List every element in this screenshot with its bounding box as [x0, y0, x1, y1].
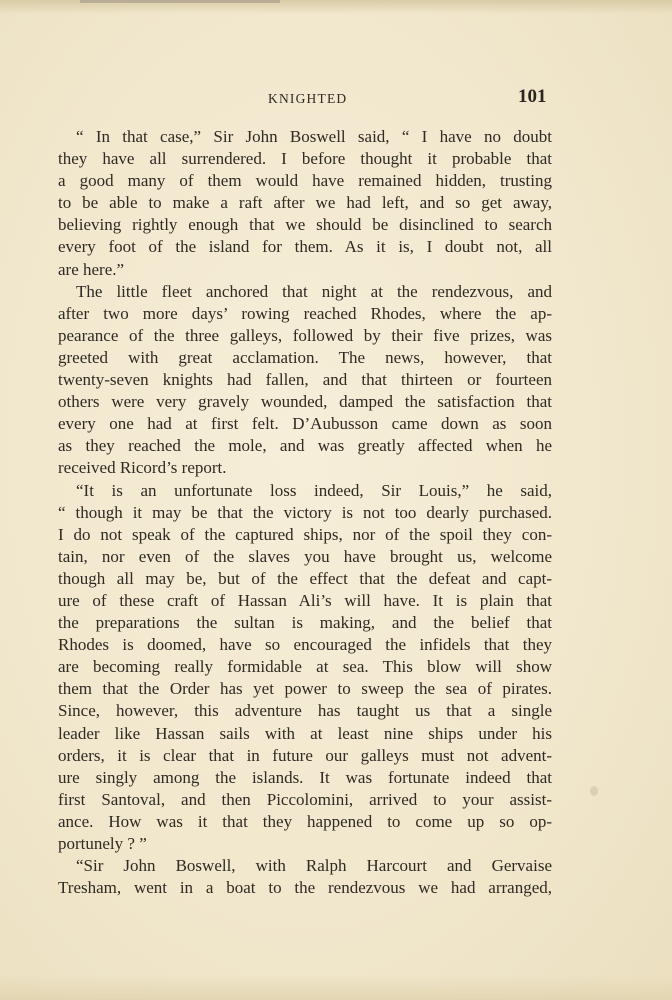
text-line: every one had at first felt. D’Aubusson came down as soon	[58, 414, 552, 434]
text-line: believing rightly enough that we should be disinclined to search	[58, 215, 552, 235]
page-bottom-shadow	[0, 975, 672, 1000]
text-line: ance. How was it that they happened to come up so op-	[58, 811, 552, 831]
text-line: pearance of the three galleys, followed by their five prizes, was	[58, 325, 552, 345]
text-line: greeted with great acclamation. The news, however, that	[58, 347, 552, 367]
text-line: a good many of them would have remained hidden, trusting	[58, 171, 552, 191]
text-line: “ though it may be that the victory is not too dearly purchased.	[58, 502, 552, 522]
text-line: they have all surrendered. I before thought it probable that	[58, 149, 552, 169]
text-line: “It is an unfortunate loss indeed, Sir Louis,” he said,	[76, 480, 552, 500]
text-line: “Sir John Boswell, with Ralph Harcourt and Gervaise	[76, 856, 552, 876]
paper-spot	[590, 786, 598, 796]
text-line: others were very gravely wounded, damped the satisfaction that	[58, 392, 552, 412]
text-line: “ In that case,” Sir John Boswell said, “ I have no doubt	[76, 127, 552, 146]
text-line: twenty-seven knights had fallen, and that thirteen or fourteen	[58, 370, 552, 390]
text-line: I do not speak of the captured ships, nor of the spoil they con-	[58, 524, 552, 544]
text-line: portunely ? ”	[58, 834, 147, 853]
text-line: every foot of the island for them. As it is, I doubt not, all	[58, 237, 552, 257]
text-line: ure singly among the islands. It was fortunate indeed that	[58, 767, 552, 787]
text-line: after two more days’ rowing reached Rhodes, where the ap-	[58, 303, 552, 323]
text-line: ure of these craft of Hassan Ali’s will have. It is plain that	[58, 590, 552, 610]
text-line: tain, nor even of the slaves you have brought us, welcome	[58, 546, 552, 566]
text-line: to be able to make a raft after we had left, and so get away,	[58, 193, 552, 213]
text-line: Tresham, went in a boat to the rendezvous we had arranged,	[58, 878, 552, 898]
text-line: as they reached the mole, and was greatly affected when he	[58, 436, 552, 456]
text-line: Since, however, this adventure has taught us that a single	[58, 701, 552, 721]
text-line: first Santoval, and then Piccolomini, arrived to your assist-	[58, 789, 552, 809]
page-number: 101	[518, 86, 547, 107]
text-line: received Ricord’s report.	[58, 458, 227, 478]
text-line: though all may be, but of the effect that the defeat and capt-	[58, 568, 552, 588]
body-text	[58, 126, 552, 899]
text-line: leader like Hassan sails with at least nine ships under his	[58, 723, 552, 743]
text-line: are here.”	[58, 259, 125, 279]
text-line: them that the Order has yet power to sweep the sea of pirates.	[58, 679, 552, 699]
top-edge-mark	[80, 0, 280, 3]
text-line: are becoming really formidable at sea. This blow will show	[58, 657, 552, 677]
text-line: The little fleet anchored that night at the rendezvous, and	[76, 281, 552, 301]
running-head: KNIGHTED	[268, 91, 348, 106]
text-line: the preparations the sultan is making, and the belief that	[58, 613, 552, 633]
text-line: Rhodes is doomed, have so encouraged the infidels that they	[58, 635, 552, 655]
text-line: orders, it is clear that in future our galleys must not advent-	[58, 745, 552, 765]
